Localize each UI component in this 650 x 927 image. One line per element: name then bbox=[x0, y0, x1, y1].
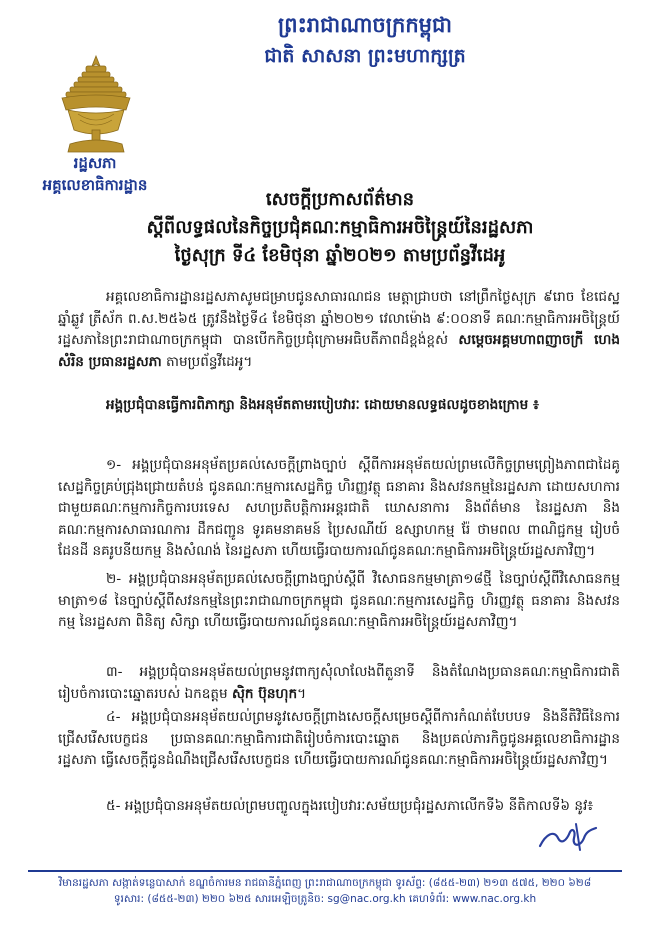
kingdom-title: ព្រះរាជាណាចក្រកម្ពុជា bbox=[277, 13, 452, 37]
agenda-item-3-text: ៣- អង្គប្រជុំបានអនុម័តយល់ព្រមនូវពាក្យសុំលាលែងពីតួនាទី និងតំណែងប្រធានគណៈកម្មាធិការជាតិរៀបចំការបោះឆ្នោតរបស់ ឯកឧត្ដម bbox=[58, 664, 620, 702]
decision-text: អង្គប្រជុំបានធ្វើការពិភាក្សា និងអនុម័តតាមរបៀបវារៈ ដោយមានលទ្ធផលដូចខាងក្រោម ៖ bbox=[106, 397, 539, 413]
press-release-date: ថ្ងៃសុក្រ ទី៤ ខែមិថុនា ឆ្នាំ២០២១ តាមប្រព័ន្ធវីដេអូ bbox=[174, 245, 506, 266]
agenda-item-1: ១- អង្គប្រជុំបានអនុម័តប្រគល់សេចក្ដីព្រាងច្បាប់ ស្ដីពីការអនុម័តយល់ព្រមលើកិច្ចព្រមព្រៀងភាពជាដៃគូសេដ្ឋកិច្ចគ្រប់ជ្រុងជ្រោយតំបន់ ជូនគណៈកម្មការសេដ្ឋកិច្ច ហិរញ្ញវត្ថុ ធនាគារ និងសវនកម្មនៃរដ្ឋសភា ដោយសហការជាមួយគណៈកម្មការកិច្ចការបរទេស សហប្រតិបត្តិការអន្តរជាតិ ឃោសនាការ និងព័ត៌មាន នៃរដ្ឋសភា និងគណៈកម្មការសាធារណការ ដឹកជញ្ជូន ទូរគមនាគមន៍ ប្រៃសណីយ៍ ឧស្សាហកម្ម រ៉ែ ថាមពល ពាណិជ្ជកម្ម រៀបចំដែនដី នគរូបនីយកម្ម និងសំណង់ នៃរដ្ឋសភា ហើយធ្វើរបាយការណ៍ជូនគណៈកម្មាធិការអចិន្ត្រៃយ៍រដ្ឋសភាវិញ។ bbox=[58, 457, 620, 559]
intro-text-end: តាមប្រព័ន្ធវីដេអូ។ bbox=[161, 353, 253, 370]
secretariat-name: អគ្គលេខាធិការដ្ឋាន bbox=[42, 176, 148, 194]
press-release-title: សេចក្ដីប្រកាសព័ត៌មាន bbox=[265, 189, 415, 210]
national-motto: ជាតិ សាសនា ព្រះមហាក្សត្រ bbox=[264, 45, 466, 67]
agenda-item-3-end: ។ bbox=[297, 685, 307, 702]
footer-address: វិមានរដ្ឋសភា សង្កាត់ទន្លេបាសាក់ ខណ្ឌចំការមន រាជធានីភ្នំពេញ ព្រះរាជាណាចក្រកម្ពុជា ទូរស័ព្ទ: (៨៥៥-២៣) ២១៣ ៥៧៥, ២២០ ៦២៨ bbox=[58, 877, 592, 889]
decision-heading bbox=[58, 395, 620, 417]
agenda-item-3 bbox=[58, 662, 620, 705]
press-release-subject: ស្ដីពីលទ្ធផលនៃកិច្ចប្រជុំគណៈកម្មាធិការអចិន្ត្រៃយ៍នៃរដ្ឋសភា bbox=[146, 217, 534, 238]
agenda-item-2: ២- អង្គប្រជុំបានអនុម័តប្រគល់សេចក្ដីព្រាងច្បាប់ស្ដីពី វិសោធនកម្មមាត្រា១៨ថ្មី នៃច្បាប់ស្ដីពីវិសោធនកម្មមាត្រា១៨ នៃច្បាប់ស្ដីពីសវនកម្មនៃព្រះរាជាណាចក្រកម្ពុជា ជូនគណៈកម្មការសេដ្ឋកិច្ច ហិរញ្ញវត្ថុ ធនាគារ និងសវនកម្ម នៃរដ្ឋសភា ពិនិត្យ សិក្សា ហើយធ្វើរបាយការណ៍ជូនគណៈកម្មាធិការអចិន្ត្រៃយ៍រដ្ឋសភាវិញ។ bbox=[58, 571, 620, 630]
footer-contact: ទូរសារ: (៨៥៥-២៣) ២២០ ៦២៥ សារអេឡិចត្រូនិច: sg@nac.org.kh គេហទំព័រ: www.nac.org.kh bbox=[113, 893, 537, 905]
agenda-item-4: ៤- អង្គប្រជុំបានអនុម័តយល់ព្រមនូវសេចក្ដីព្រាងសេចក្ដីសម្រេចស្ដីពីការកំណត់បែបបទ និងនីតិវិធីនៃការជ្រើសរើសបេក្ខជន ប្រធានគណៈកម្មាធិការជាតិរៀបចំការបោះឆ្នោត និងប្រគល់ភារកិច្ចជូនអគ្គលេខាធិការដ្ឋានរដ្ឋសភា ធ្វើសេចក្ដីជូនដំណឹងជ្រើសរើសបេក្ខជន ហើយធ្វើរបាយការណ៍ជូនគណៈកម្មាធិការអចិន្ត្រៃយ៍រដ្ឋសភាវិញ។ bbox=[58, 709, 620, 768]
intro-paragraph bbox=[58, 287, 620, 373]
agenda-item-3-name: ស៊ិក ប៊ុនហុក bbox=[231, 685, 298, 702]
assembly-name: រដ្ឋសភា bbox=[73, 154, 117, 172]
agenda-item-5: ៥- អង្គប្រជុំបានអនុម័តយល់ព្រមបញ្ចូលក្នុងរបៀបវារៈសម័យប្រជុំរដ្ឋសភាលើកទី៦ នីតិកាលទី៦ នូវ៖ bbox=[106, 798, 594, 814]
national-assembly-emblem-icon bbox=[48, 52, 144, 162]
handwritten-initial-signature bbox=[536, 820, 600, 854]
intro-text: អគ្គលេខាធិការដ្ឋានរដ្ឋសភាសូមជម្រាបជូនសាធារណជន មេត្តាជ្រាបថា នៅព្រឹកថ្ងៃសុក្រ ៩រោច ខែជេស្ឋ ឆ្នាំឆ្លូវ ត្រីស័ក ព.ស.២៥៦៥ ត្រូវនឹងថ្ងៃទី៤ ខែមិថុនា ឆ្នាំ២០២១ វេលាម៉ោង ៩:០០នាទី គណៈកម្មាធិការអចិន្ត្រៃយ៍រដ្ឋសភានៃព្រះរាជាណាចក្រកម្ពុជា បានបើកកិច្ចប្រជុំក្រោមអធិបតីភាពដ៏ខ្ពង់ខ្ពស់ bbox=[58, 289, 620, 348]
footer-divider bbox=[28, 870, 622, 872]
intro-chair-name: សម្ដេចអគ្គមហាពញាចក្រី ហេង សំរិន ប្រធានរដ្ឋសភា bbox=[58, 332, 620, 370]
